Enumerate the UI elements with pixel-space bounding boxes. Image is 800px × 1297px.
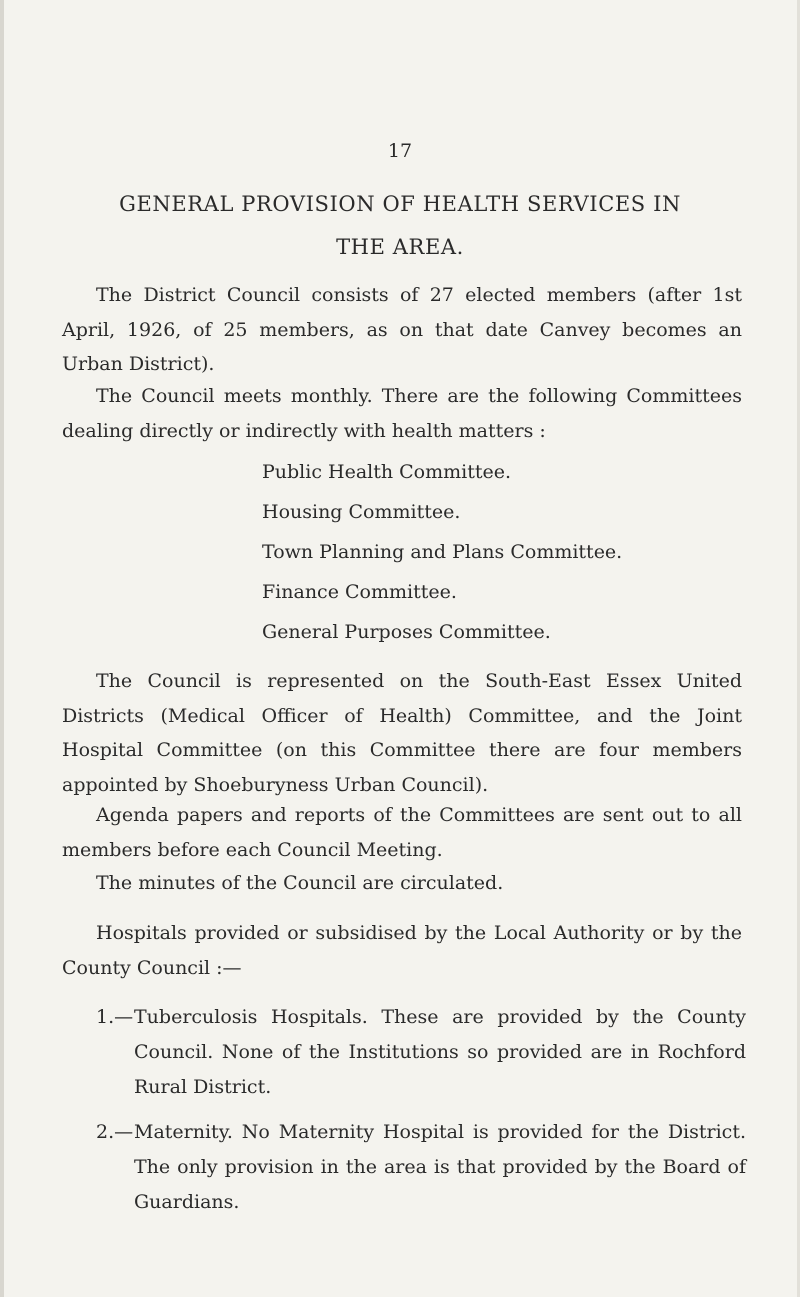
list-item: Public Health Committee. [262, 461, 512, 483]
paragraph-text: The District Council consists of 27 elected members (after 1st April, 1926, of 25 members, as on that date Canvey becomes an Urban District). [62, 284, 742, 375]
page-number: 17 [387, 140, 413, 162]
paragraph-text: The Council is represented on the South-East Essex United Districts (Medical Officer of Health) Committee, and the Joint Hospital Committee (on this Committee there are four members appointed by Shoeburyness Urban Council). [62, 670, 742, 796]
item-text: Tuberculosis Hospitals. These are provided by the County Council. None of the Institutions so provided are in Rochford Rural District. [134, 1006, 746, 1098]
paragraph-text: Agenda papers and reports of the Committees are sent out to all members before each Council Meeting. [62, 804, 742, 861]
section-heading-line-2: THE AREA. [336, 235, 464, 259]
list-item: Town Planning and Plans Committee. [262, 541, 623, 563]
paragraph-council-represented [62, 664, 742, 802]
paragraph-text: The Council meets monthly. There are the following Committees dealing directly or indirectly with health matters : [62, 385, 742, 442]
section-heading-line-1: GENERAL PROVISION OF HEALTH SERVICES IN [119, 192, 681, 216]
paragraph-text: Hospitals provided or subsidised by the Local Authority or by the County Council :— [62, 922, 742, 979]
paragraph-agenda-papers [62, 798, 742, 867]
item-number: 1.— [96, 1006, 134, 1028]
list-item: Finance Committee. [262, 581, 457, 603]
item-text: Maternity. No Maternity Hospital is provided for the District. The only provision in the area is that provided by the Board of Guardians. [134, 1121, 746, 1213]
hospital-item-maternity [96, 1115, 746, 1220]
page-edge-left [0, 0, 4, 1297]
paragraph-text: The minutes of the Council are circulated. [96, 872, 504, 894]
paragraph-hospitals [62, 916, 742, 985]
paragraph-council-meets [62, 379, 742, 448]
list-item: Housing Committee. [262, 501, 461, 523]
committee-list [262, 452, 682, 652]
paragraph-council-composition [62, 278, 742, 382]
paragraph-minutes [62, 866, 742, 901]
hospital-item-tuberculosis [96, 1000, 746, 1105]
list-item: General Purposes Committee. [262, 621, 551, 643]
item-number: 2.— [96, 1121, 134, 1143]
